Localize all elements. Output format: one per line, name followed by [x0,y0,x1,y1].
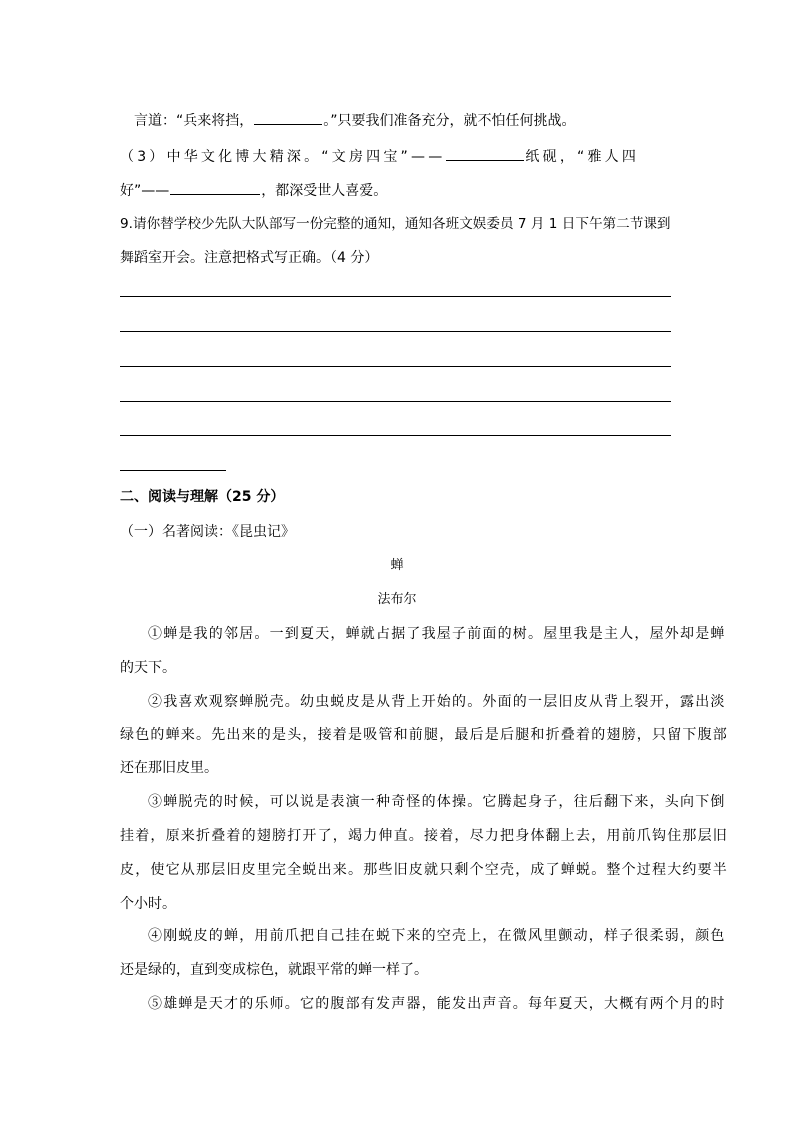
paragraph-3-line-4: 个小时。 [120,896,176,912]
paragraph-1-line-1: ①蝉是我的邻居。一到夏天，蝉就占据了我屋子前面的树。屋里我是主人，屋外却是蝉 [148,626,726,642]
paragraph-5-line-1: ⑤雄蝉是天才的乐师。它的腹部有发声器，能发出声音。每年夏天，大概有两个月的时 [148,996,726,1012]
paragraph-4-line-2: 还是绿的，直到变成棕色，就跟平常的蝉一样了。 [120,962,428,978]
paragraph-3-line-2: 挂着，原来折叠着的翅膀打开了，竭力伸直。接着，尽力把身体翻上去，用前爪钩住那层旧 [120,828,728,844]
paragraph-3-line-3: 皮，使它从那层旧皮里完全蜕出来。那些旧皮就只剩个空壳，成了蝉蜕。整个过程大约要半 [120,862,728,878]
q8-line3-text-a: 好”—— [120,183,170,199]
section-heading: 二、阅读与理解（25 分） [120,489,285,505]
q8-line3-text-b: ，都深受世人喜爱。 [261,183,388,199]
q8-line1-text-b: 。”只要我们准备充分，就不怕任何挑战。 [323,113,576,129]
answer-line[interactable] [120,331,671,332]
q8-line-3 [120,180,387,201]
paragraph-2-line-3: 还在那旧皮里。 [120,760,218,776]
answer-line[interactable] [120,296,671,297]
paragraph-2-line-1: ②我喜欢观察蝉脱壳。幼虫蜕皮是从背上开始的。外面的一层旧皮从背上裂开，露出淡 [148,694,726,710]
answer-line[interactable] [120,435,671,436]
q8-line-2 [120,146,639,167]
answer-blank[interactable] [254,110,322,125]
answer-line-short[interactable] [120,470,226,471]
article-title: 蝉 [390,558,404,573]
paragraph-2-line-2: 绿色的蝉来。先出来的是头，接着是吸管和前腿，最后是后腿和折叠着的翅膀，只留下腹部 [120,727,728,743]
answer-line[interactable] [120,366,671,367]
q8-line2-text-b: 纸砚，“雅人四 [525,149,640,165]
paragraph-1-line-2: 的天下。 [120,660,176,676]
article-author: 法布尔 [377,592,417,607]
answer-blank[interactable] [446,146,524,161]
subsection-heading: （一）名著阅读：《昆虫记》 [120,524,295,540]
q8-line2-text-a: （3）中华文化博大精深。“文房四宝”—— [120,149,446,165]
q9-prompt-line-2: 舞蹈室开会。注意把格式写正确。（4 分） [120,250,379,266]
answer-blank[interactable] [170,180,260,195]
q9-prompt-line-1: 9.请你替学校少先队大队部写一份完整的通知，通知各班文娱委员 7 月 1 日下午第二节课到 [120,216,671,232]
q8-line-1 [134,110,576,131]
paragraph-4-line-1: ④刚蜕皮的蝉，用前爪把自己挂在蜕下来的空壳上，在微风里颤动，样子很柔弱，颜色 [148,928,726,944]
answer-line[interactable] [120,401,671,402]
q8-line1-text-a: 言道：“兵来将挡， [134,113,254,129]
paragraph-3-line-1: ③蝉脱壳的时候，可以说是表演一种奇怪的体操。它腾起身子，往后翻下来，头向下倒 [148,794,726,810]
